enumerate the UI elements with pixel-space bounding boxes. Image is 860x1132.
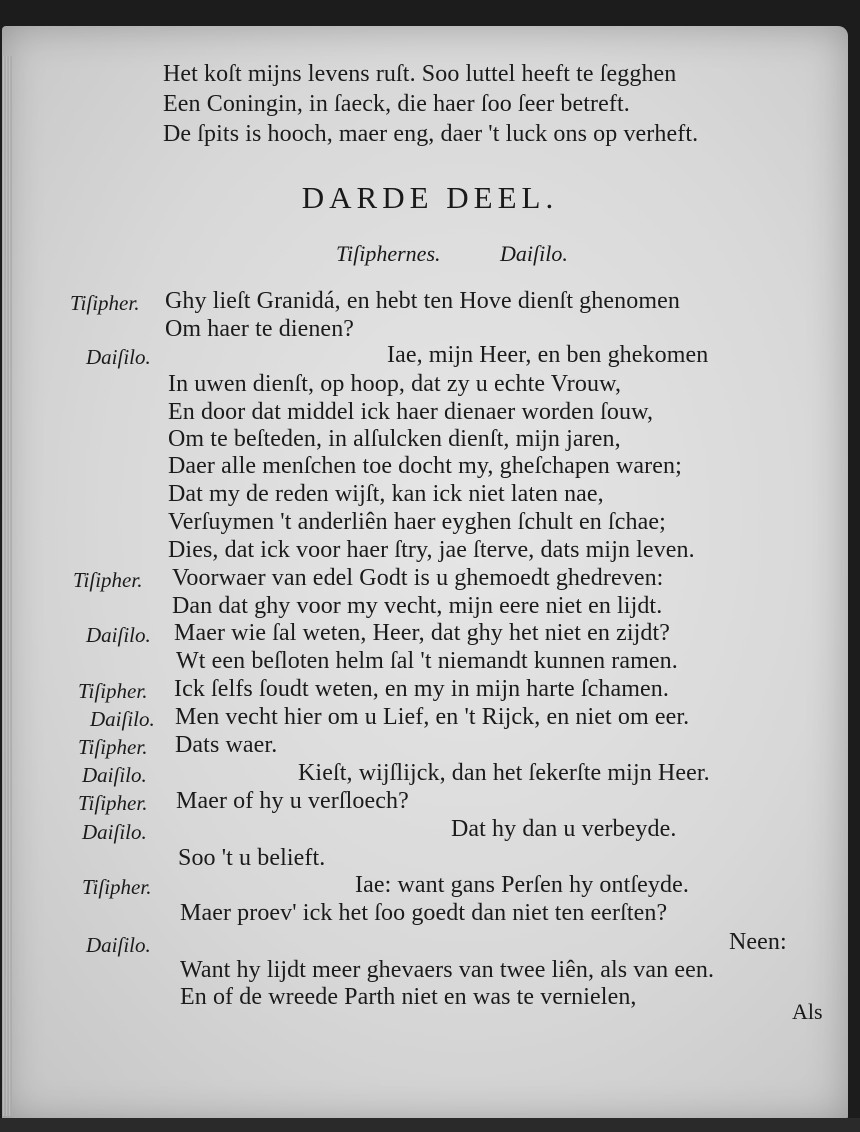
verse-line: Wt een beſloten helm ſal 't niemandt kunnen ramen. — [176, 648, 678, 674]
verse-line: Voorwaer van edel Godt is u ghemoedt ghedreven: — [172, 565, 664, 591]
verse-line: Verſuymen 't anderliên haer eyghen ſchult en ſchae; — [168, 509, 666, 535]
verse-line: Neen: — [729, 929, 787, 955]
speaker-label: Daiſilo. — [90, 707, 155, 731]
verse-line: Soo 't u belieft. — [178, 845, 326, 871]
verse-line: Iae, mijn Heer, en ben ghekomen — [387, 342, 709, 368]
speaker-label: Tiſipher. — [78, 735, 148, 759]
verse-line: Om haer te dienen? — [165, 316, 355, 342]
verse-line: Ghy lieſt Granidá, en hebt ten Hove dienſt ghenomen — [165, 288, 680, 314]
speaker-label: Tiſipher. — [78, 679, 148, 703]
verse-line: En of de wreede Parth niet en was te vernielen, — [180, 984, 637, 1010]
speaker-label: Daiſilo. — [82, 820, 147, 844]
opening-line: Een Coningin, in ſaeck, die haer ſoo ſeer betreft. — [163, 91, 630, 117]
speaker-label: Tiſipher. — [70, 291, 140, 315]
verse-line: Dan dat ghy voor my vecht, mijn eere niet en lijdt. — [172, 593, 663, 619]
catchword: Als — [792, 999, 823, 1024]
verse-line: Ick ſelfs ſoudt weten, en my in mijn harte ſchamen. — [174, 676, 669, 702]
verse-line: Dies, dat ick voor haer ſtry, jae ſterve, dats mijn leven. — [168, 537, 695, 563]
verse-line: Want hy lijdt meer ghevaers van twee liên, als van een. — [180, 957, 715, 983]
verse-line: Dat my de reden wijſt, kan ick niet laten nae, — [168, 481, 604, 507]
verse-line: Maer proev' ick het ſoo goedt dan niet ten eerſten? — [180, 900, 668, 926]
verse-line: Om te beſteden, in alſulcken dienſt, mijn jaren, — [168, 426, 621, 452]
opening-line: Het koſt mijns levens ruſt. Soo luttel heeft te ſegghen — [163, 61, 677, 87]
speaker-label: Daiſilo. — [86, 345, 151, 369]
section-heading: DARDE DEEL. — [301, 180, 559, 215]
verse-line: Maer wie ſal weten, Heer, dat ghy het niet en zijdt? — [174, 620, 671, 646]
verse-line: Iae: want gans Perſen hy ontſeyde. — [355, 872, 689, 898]
verse-line: In uwen dienſt, op hoop, dat zy u echte Vrouw, — [168, 371, 622, 397]
verse-line: Daer alle menſchen toe docht my, gheſchapen waren; — [168, 453, 682, 479]
verse-line: En door dat middel ick haer dienaer worden ſouw, — [168, 399, 654, 425]
speaker-label: Daiſilo. — [86, 623, 151, 647]
verse-line: Men vecht hier om u Lief, en 't Rijck, en niet om eer. — [175, 704, 690, 730]
cast-name: Daiſilo. — [500, 241, 568, 266]
verse-line: Dats waer. — [175, 732, 278, 758]
speaker-label: Daiſilo. — [86, 933, 151, 957]
verse-line: Kieſt, wijſlijck, dan het ſekerſte mijn Heer. — [298, 760, 710, 786]
cast-name: Tiſiphernes. — [336, 241, 441, 266]
opening-line: De ſpits is hooch, maer eng, daer 't luck ons op verheft. — [163, 121, 699, 147]
speaker-label: Tiſipher. — [78, 791, 148, 815]
verse-line: Maer of hy u verſloech? — [176, 788, 409, 814]
speaker-label: Tiſipher. — [82, 875, 152, 899]
speaker-label: Daiſilo. — [82, 763, 147, 787]
page-bottom-shadow — [0, 1118, 860, 1132]
speaker-label: Tiſipher. — [73, 568, 143, 592]
verse-line: Dat hy dan u verbeyde. — [451, 816, 677, 842]
